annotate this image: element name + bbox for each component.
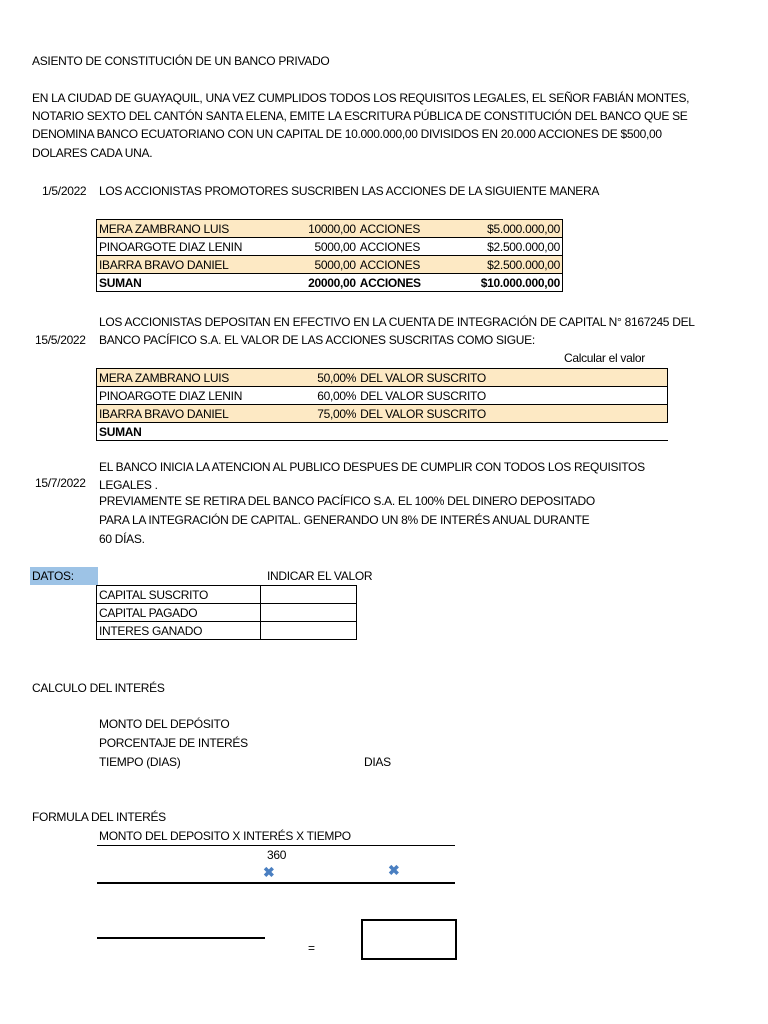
table-row xyxy=(97,622,357,640)
datos-label: DATOS: xyxy=(30,567,98,585)
total-label: SUMAN xyxy=(97,274,247,292)
step3-line-4: PARA LA INTEGRACIÓN DE CAPITAL. GENERANDO UN 8% DE INTERÉS ANUAL DURANTE xyxy=(99,513,590,527)
deposit-desc: DEL VALOR SUSCRITO xyxy=(358,369,667,387)
shareholder-name: MERA ZAMBRANO LUIS xyxy=(97,369,247,387)
total-label: SUMAN xyxy=(97,423,247,441)
share-qty: 5000,00 xyxy=(246,238,358,256)
calc-value-label: Calcular el valor xyxy=(564,351,645,365)
cross-icon: ✖ xyxy=(263,864,275,880)
step3-line-1: EL BANCO INICIA LA ATENCION AL PUBLICO DESPUES DE CUMPLIR CON TODOS LOS REQUISITOS xyxy=(99,460,645,474)
table-row xyxy=(97,604,357,622)
step1-date: 1/5/2022 xyxy=(42,184,87,198)
deposit-pct: 75,00% xyxy=(246,405,358,423)
intro-line-2: NOTARIO SEXTO DEL CANTÓN SANTA ELENA, EMITE LA ESCRITURA PÚBLICA DE CONSTITUCIÓN DEL BANCO QUE SE xyxy=(32,109,688,123)
calculo-item-porcentaje: PORCENTAJE DE INTERÉS xyxy=(99,736,248,750)
share-qty: 10000,00 xyxy=(246,220,358,238)
share-unit: ACCIONES xyxy=(358,256,428,274)
formula-denominator: 360 xyxy=(267,848,287,862)
table-row xyxy=(97,586,357,604)
table-row xyxy=(97,387,668,405)
table-total-row xyxy=(97,423,668,441)
deposit-desc: DEL VALOR SUSCRITO xyxy=(358,405,667,423)
interes-ganado-input[interactable] xyxy=(261,622,357,640)
datos-table xyxy=(96,585,357,640)
table-row xyxy=(97,369,668,387)
datos-row-label: INTERES GANADO xyxy=(97,622,261,640)
shareholder-name: IBARRA BRAVO DANIEL xyxy=(97,256,247,274)
share-unit: ACCIONES xyxy=(358,238,428,256)
formula-result-line xyxy=(97,937,265,939)
total-pct-cell[interactable] xyxy=(246,423,358,441)
calculo-dias: DIAS xyxy=(364,755,391,769)
calculo-item-tiempo: TIEMPO (DIAS) xyxy=(99,755,181,769)
cross-icon: ✖ xyxy=(388,862,400,878)
table-row xyxy=(97,220,563,238)
deposit-pct: 50,00% xyxy=(246,369,358,387)
datos-header: INDICAR EL VALOR xyxy=(267,569,373,583)
deposit-table xyxy=(96,368,668,441)
step1-text: LOS ACCIONISTAS PROMOTORES SUSCRIBEN LAS ACCIONES DE LA SIGUIENTE MANERA xyxy=(99,184,600,198)
intro-line-3: DENOMINA BANCO ECUATORIANO CON UN CAPITAL DE 10.000.000,00 DIVISIDOS EN 20.000 ACCIONES DE $500,00 xyxy=(32,127,662,141)
shareholder-name: IBARRA BRAVO DANIEL xyxy=(97,405,247,423)
step3-date: 15/7/2022 xyxy=(35,476,86,490)
formula-title: FORMULA DEL INTERÉS xyxy=(32,810,166,824)
step2-line-1: LOS ACCIONISTAS DEPOSITAN EN EFECTIVO EN LA CUENTA DE INTEGRACIÓN DE CAPITAL N° 8167245 DEL xyxy=(99,315,695,329)
share-unit: ACCIONES xyxy=(358,220,428,238)
deposit-pct: 60,00% xyxy=(246,387,358,405)
intro-line-4: DOLARES CADA UNA. xyxy=(32,146,153,160)
formula-numerator: MONTO DEL DEPOSITO X INTERÉS X TIEMPO xyxy=(99,829,351,843)
total-qty: 20000,00 xyxy=(246,274,358,292)
step2-line-2: BANCO PACÍFICO S.A. EL VALOR DE LAS ACCIONES SUSCRITAS COMO SIGUE: xyxy=(99,333,535,347)
shareholder-name: MERA ZAMBRANO LUIS xyxy=(97,220,247,238)
table-row xyxy=(97,256,563,274)
intro-line-1: EN LA CIUDAD DE GUAYAQUIL, UNA VEZ CUMPLIDOS TODOS LOS REQUISITOS LEGALES, EL SEÑOR FABIÁN MONTES, xyxy=(32,91,690,105)
share-value: $2.500.000,00 xyxy=(428,256,563,274)
result-input-box[interactable] xyxy=(361,919,457,960)
table-total-row xyxy=(97,274,563,292)
share-value: $5.000.000,00 xyxy=(428,220,563,238)
datos-row-label: CAPITAL SUSCRITO xyxy=(97,586,261,604)
table-row xyxy=(97,238,563,256)
share-qty: 5000,00 xyxy=(246,256,358,274)
formula-divider-2 xyxy=(97,882,455,884)
step2-date: 15/5/2022 xyxy=(35,333,86,347)
table-row xyxy=(97,405,668,423)
step3-line-3: PREVIAMENTE SE RETIRA DEL BANCO PACÍFICO S.A. EL 100% DEL DINERO DEPOSITADO xyxy=(99,494,595,508)
calculo-item-monto: MONTO DEL DEPÓSITO xyxy=(99,717,230,731)
equals-sign: = xyxy=(308,941,315,955)
total-unit: ACCIONES xyxy=(358,274,428,292)
capital-suscrito-input[interactable] xyxy=(261,586,357,604)
datos-row-label: CAPITAL PAGADO xyxy=(97,604,261,622)
deposit-desc: DEL VALOR SUSCRITO xyxy=(358,387,667,405)
subscription-table xyxy=(96,219,563,292)
total-value: $10.000.000,00 xyxy=(428,274,563,292)
shareholder-name: PINOARGOTE DIAZ LENIN xyxy=(97,238,247,256)
page-title: ASIENTO DE CONSTITUCIÓN DE UN BANCO PRIVADO xyxy=(32,54,330,68)
formula-divider xyxy=(97,845,455,846)
share-value: $2.500.000,00 xyxy=(428,238,563,256)
calculo-title: CALCULO DEL INTERÉS xyxy=(32,681,165,695)
step3-line-2: LEGALES . xyxy=(99,478,158,492)
capital-pagado-input[interactable] xyxy=(261,604,357,622)
total-value-cell[interactable] xyxy=(358,423,667,441)
shareholder-name: PINOARGOTE DIAZ LENIN xyxy=(97,387,247,405)
step3-line-5: 60 DÍAS. xyxy=(99,532,145,546)
